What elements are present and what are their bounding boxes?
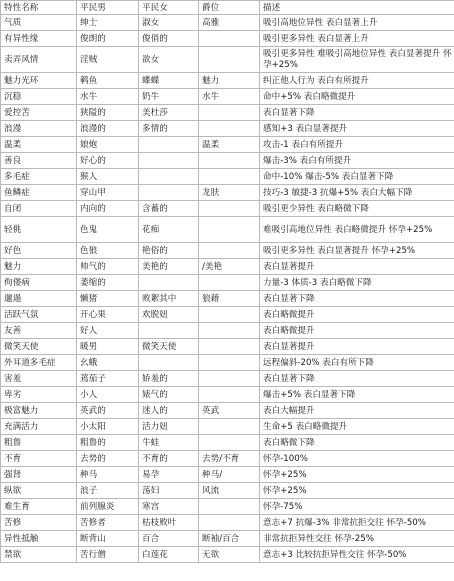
table-row <box>1 371 454 387</box>
male-title-cell: 懒猪 <box>77 291 139 307</box>
female-title-cell <box>139 355 199 371</box>
table-row <box>1 515 454 531</box>
trait-name-cell: 邋遢 <box>1 291 77 307</box>
male-title-cell: 淫贼 <box>77 47 139 73</box>
description-cell: 表白显著下降 <box>260 371 454 387</box>
male-title-cell: 蔫茄子 <box>77 371 139 387</box>
noble-title-cell <box>199 515 260 531</box>
female-title-cell: 寒宫 <box>139 499 199 515</box>
description-cell: 感知+3 表白显著提升 <box>260 121 454 137</box>
trait-name-cell: 纵欲 <box>1 483 77 499</box>
noble-title-cell <box>199 105 260 121</box>
male-title-cell: 苦修者 <box>77 515 139 531</box>
female-title-cell: 艳俗的 <box>139 243 199 259</box>
female-title-cell <box>139 185 199 201</box>
trait-name-cell: 异性抵触 <box>1 531 77 547</box>
table-row <box>1 355 454 371</box>
header-cell: 平民男 <box>77 1 139 15</box>
noble-title-cell: 种马/ <box>199 467 260 483</box>
male-title-cell: 幺蛾 <box>77 355 139 371</box>
description-cell: 表白显著下降 <box>260 105 454 121</box>
table-row <box>1 499 454 515</box>
male-title-cell: 娘炮 <box>77 137 139 153</box>
description-cell: 吸引更多异性 表白显著提升 怀孕+25% <box>260 243 454 259</box>
header-cell: 平民女 <box>139 1 199 15</box>
female-title-cell: 枯枝败叶 <box>139 515 199 531</box>
trait-name-cell: 佝偻病 <box>1 275 77 291</box>
male-title-cell: 暖男 <box>77 339 139 355</box>
description-cell: 力量-3 体质-3 表白略微下降 <box>260 275 454 291</box>
table-row <box>1 121 454 137</box>
table-row <box>1 435 454 451</box>
female-title-cell: 欢脱妞 <box>139 307 199 323</box>
noble-title-cell <box>199 419 260 435</box>
female-title-cell: 活力妞 <box>139 419 199 435</box>
female-title-cell: 牛蛙 <box>139 435 199 451</box>
table-row <box>1 403 454 419</box>
male-title-cell: 萎缩的 <box>77 275 139 291</box>
table-row <box>1 47 454 73</box>
trait-name-cell: 爱控苦 <box>1 105 77 121</box>
male-title-cell: 水牛 <box>77 89 139 105</box>
table-row <box>1 547 454 563</box>
table-row <box>1 31 454 47</box>
female-title-cell: 蝶蝶 <box>139 73 199 89</box>
table-row <box>1 531 454 547</box>
table-row <box>1 275 454 291</box>
table-row <box>1 185 454 201</box>
female-title-cell: 奶牛 <box>139 89 199 105</box>
noble-title-cell <box>199 339 260 355</box>
female-title-cell: 含蓄的 <box>139 201 199 217</box>
male-title-cell: 内向的 <box>77 201 139 217</box>
description-cell: 非常抗拒异性交往 怀孕-25% <box>260 531 454 547</box>
female-title-cell: 娇羞的 <box>139 371 199 387</box>
trait-name-cell: 沉稳 <box>1 89 77 105</box>
male-title-cell: 断背山 <box>77 531 139 547</box>
male-title-cell: 俊朗的 <box>77 31 139 47</box>
female-title-cell: 美杜莎 <box>139 105 199 121</box>
male-title-cell: 英武的 <box>77 403 139 419</box>
trait-name-cell: 微笑天使 <box>1 339 77 355</box>
description-cell: 命中+5% 表白略微提升 <box>260 89 454 105</box>
female-title-cell: 易孕 <box>139 467 199 483</box>
noble-title-cell <box>199 307 260 323</box>
noble-title-cell <box>199 201 260 217</box>
table-row <box>1 339 454 355</box>
male-title-cell: 好心的 <box>77 153 139 169</box>
description-cell: 纠正他人行为 表白有所提升 <box>260 73 454 89</box>
description-cell: 生命+5 表白略微提升 <box>260 419 454 435</box>
trait-name-cell: 自闭 <box>1 201 77 217</box>
male-title-cell: 浪子 <box>77 483 139 499</box>
trait-name-cell: 卖弄风情 <box>1 47 77 73</box>
female-title-cell: 败絮其中 <box>139 291 199 307</box>
table-row <box>1 73 454 89</box>
trait-name-cell: 善良 <box>1 153 77 169</box>
trait-table-body <box>1 1 454 563</box>
noble-title-cell: 去势/不育 <box>199 451 260 467</box>
table-row <box>1 201 454 217</box>
table-row <box>1 105 454 121</box>
male-title-cell: 去势的 <box>77 451 139 467</box>
male-title-cell: 鹌鱼 <box>77 73 139 89</box>
description-cell: 命中-10% 爆击-5% 表白显著下降 <box>260 169 454 185</box>
table-row <box>1 467 454 483</box>
table-row <box>1 217 454 243</box>
noble-title-cell: /美艳 <box>199 259 260 275</box>
trait-name-cell: 害羞 <box>1 371 77 387</box>
table-row <box>1 243 454 259</box>
male-title-cell: 猴人 <box>77 169 139 185</box>
trait-name-cell: 难生育 <box>1 499 77 515</box>
trait-name-cell: 卑劣 <box>1 387 77 403</box>
noble-title-cell <box>199 169 260 185</box>
male-title-cell: 开心果 <box>77 307 139 323</box>
trait-name-cell: 友善 <box>1 323 77 339</box>
noble-title-cell: 龙肤 <box>199 185 260 201</box>
female-title-cell: 多情的 <box>139 121 199 137</box>
header-cell: 描述 <box>260 1 454 15</box>
noble-title-cell: 风流 <box>199 483 260 499</box>
trait-name-cell: 有异性缘 <box>1 31 77 47</box>
description-cell: 表白略微提升 <box>260 323 454 339</box>
trait-name-cell: 魅力光环 <box>1 73 77 89</box>
trait-name-cell: 鱼鳞症 <box>1 185 77 201</box>
male-title-cell: 前列腺炎 <box>77 499 139 515</box>
male-title-cell: 穿山甲 <box>77 185 139 201</box>
description-cell: 怀孕+25% <box>260 483 454 499</box>
trait-name-cell: 轻佻 <box>1 217 77 243</box>
trait-name-cell: 外耳道多毛症 <box>1 355 77 371</box>
table-row <box>1 291 454 307</box>
description-cell: 意志+7 抗爆-3% 非常抗拒交往 怀孕-50% <box>260 515 454 531</box>
noble-title-cell: 无欲 <box>199 547 260 563</box>
trait-name-cell: 苦修 <box>1 515 77 531</box>
noble-title-cell: 英武 <box>199 403 260 419</box>
noble-title-cell <box>199 153 260 169</box>
male-title-cell: 种马 <box>77 467 139 483</box>
trait-name-cell: 活跃气氛 <box>1 307 77 323</box>
female-title-cell: 淑女 <box>139 15 199 31</box>
female-title-cell <box>139 275 199 291</box>
noble-title-cell <box>199 217 260 243</box>
table-row <box>1 483 454 499</box>
description-cell: 怀孕+25% <box>260 467 454 483</box>
female-title-cell: 欲女 <box>139 47 199 73</box>
description-cell: 怀孕-100% <box>260 451 454 467</box>
trait-name-cell: 浪漫 <box>1 121 77 137</box>
noble-title-cell <box>199 323 260 339</box>
noble-title-cell <box>199 499 260 515</box>
description-cell: 吸引更少异性 表白略微下降 <box>260 201 454 217</box>
female-title-cell: 俊俏的 <box>139 31 199 47</box>
noble-title-cell <box>199 371 260 387</box>
noble-title-cell: 断袖/百合 <box>199 531 260 547</box>
table-row <box>1 323 454 339</box>
noble-title-cell: 水牛 <box>199 89 260 105</box>
female-title-cell <box>139 153 199 169</box>
description-cell: 意志+3 比较抗拒异性交往 怀孕-50% <box>260 547 454 563</box>
female-title-cell: 婊气的 <box>139 387 199 403</box>
header-row <box>1 1 454 15</box>
description-cell: 表白大幅提升 <box>260 403 454 419</box>
female-title-cell: 荡妇 <box>139 483 199 499</box>
female-title-cell <box>139 323 199 339</box>
male-title-cell: 浪漫的 <box>77 121 139 137</box>
noble-title-cell <box>199 275 260 291</box>
female-title-cell <box>139 137 199 153</box>
male-title-cell: 苦行僧 <box>77 547 139 563</box>
trait-name-cell: 魅力 <box>1 259 77 275</box>
male-title-cell: 狭隘的 <box>77 105 139 121</box>
noble-title-cell <box>199 435 260 451</box>
table-row <box>1 419 454 435</box>
header-cell: 爵位 <box>199 1 260 15</box>
female-title-cell: 微笑天使 <box>139 339 199 355</box>
female-title-cell: 百合 <box>139 531 199 547</box>
noble-title-cell <box>199 243 260 259</box>
table-row <box>1 137 454 153</box>
noble-title-cell: 魅力 <box>199 73 260 89</box>
description-cell: 吸引高地位异性 表白显著上升 <box>260 15 454 31</box>
male-title-cell: 绅士 <box>77 15 139 31</box>
female-title-cell <box>139 169 199 185</box>
trait-name-cell: 温柔 <box>1 137 77 153</box>
noble-title-cell <box>199 47 260 73</box>
trait-name-cell: 不育 <box>1 451 77 467</box>
table-row <box>1 387 454 403</box>
trait-name-cell: 极富魅力 <box>1 403 77 419</box>
noble-title-cell <box>199 387 260 403</box>
table-row <box>1 259 454 275</box>
female-title-cell: 不育的 <box>139 451 199 467</box>
noble-title-cell <box>199 31 260 47</box>
description-cell: 表白显著下降 <box>260 291 454 307</box>
description-cell: 表白略微下降 <box>260 435 454 451</box>
trait-name-cell: 强肾 <box>1 467 77 483</box>
description-cell: 攻击-1 表白有所提升 <box>260 137 454 153</box>
table-row <box>1 89 454 105</box>
female-title-cell: 美艳的 <box>139 259 199 275</box>
male-title-cell: 色狼 <box>77 243 139 259</box>
male-title-cell: 小太阳 <box>77 419 139 435</box>
description-cell: 远程偏斜-20% 表白有所下降 <box>260 355 454 371</box>
description-cell: 爆击-3% 表白有所提升 <box>260 153 454 169</box>
male-title-cell: 帅气的 <box>77 259 139 275</box>
trait-name-cell: 粗鲁 <box>1 435 77 451</box>
description-cell: 表白显著提升 <box>260 339 454 355</box>
female-title-cell: 白莲花 <box>139 547 199 563</box>
table-row <box>1 169 454 185</box>
header-cell: 特性名称 <box>1 1 77 15</box>
description-cell: 技巧-3 敏捷-3 抗爆+5% 表白大幅下降 <box>260 185 454 201</box>
description-cell: 爆击+5% 表白显著下降 <box>260 387 454 403</box>
male-title-cell: 好人 <box>77 323 139 339</box>
description-cell: 吸引更多异性 难吸引高地位异性 表白显著提升 怀孕+25% <box>260 47 454 73</box>
trait-name-cell: 禁欲 <box>1 547 77 563</box>
noble-title-cell <box>199 121 260 137</box>
trait-name-cell: 好色 <box>1 243 77 259</box>
table-row <box>1 451 454 467</box>
description-cell: 吸引更多异性 表白显著上升 <box>260 31 454 47</box>
trait-name-cell: 充满活力 <box>1 419 77 435</box>
description-cell: 怀孕-75% <box>260 499 454 515</box>
male-title-cell: 粗鲁的 <box>77 435 139 451</box>
noble-title-cell: 温柔 <box>199 137 260 153</box>
description-cell: 表白略微提升 <box>260 307 454 323</box>
male-title-cell: 小人 <box>77 387 139 403</box>
male-title-cell: 色鬼 <box>77 217 139 243</box>
noble-title-cell: 高雅 <box>199 15 260 31</box>
description-cell: 难吸引高地位异性 表白略微提升 怀孕+25% <box>260 217 454 243</box>
table-row <box>1 307 454 323</box>
noble-title-cell <box>199 355 260 371</box>
female-title-cell: 花痴 <box>139 217 199 243</box>
female-title-cell: 迷人的 <box>139 403 199 419</box>
table-row <box>1 153 454 169</box>
trait-name-cell: 多毛症 <box>1 169 77 185</box>
noble-title-cell: 狼藉 <box>199 291 260 307</box>
table-row <box>1 15 454 31</box>
trait-name-cell: 气质 <box>1 15 77 31</box>
description-cell: 表白显著提升 <box>260 259 454 275</box>
